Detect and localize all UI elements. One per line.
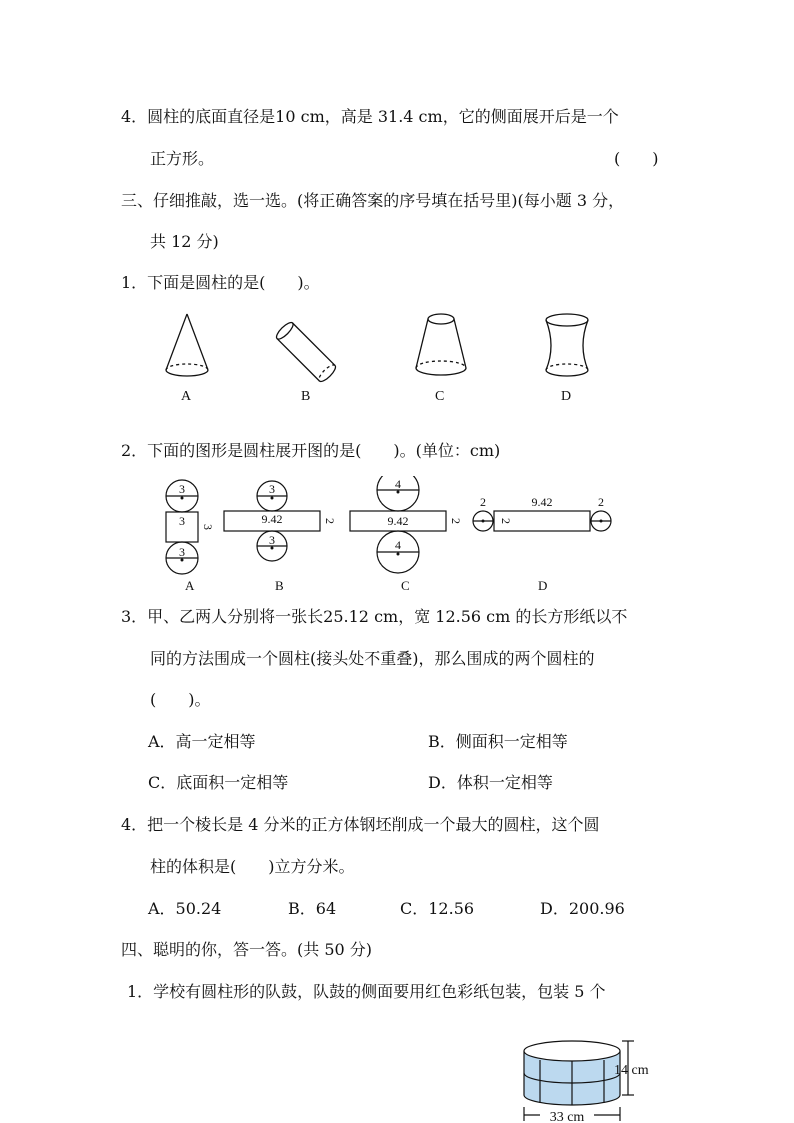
- net-c-bottom-circle-label: 4: [395, 538, 401, 552]
- q3-option-b: B．侧面积一定相等: [428, 732, 568, 751]
- q4-option-c: C．12.56: [400, 899, 475, 918]
- q2-option-b-label: B: [275, 578, 284, 593]
- q1-option-a-label: A: [181, 389, 192, 404]
- net-a-bottom-circle-label: 3: [179, 545, 185, 559]
- net-c-top-circle-label: 4: [395, 477, 401, 491]
- q2-option-d-label: D: [538, 578, 548, 593]
- net-b-rect-label: 9.42: [261, 512, 283, 526]
- net-b-top-circle-label: 3: [269, 482, 275, 496]
- net-b-bottom-circle-label: 3: [269, 533, 275, 547]
- q2-stem: 2．下面的图形是圆柱展开图的是( )。(单位：cm): [121, 441, 501, 460]
- net-c-rect-label: 9.42: [387, 514, 409, 528]
- q3-option-c: C．底面积一定相等: [148, 773, 289, 792]
- concave-cylinder-shape: [546, 314, 588, 376]
- q4-option-b: B．64: [288, 899, 337, 918]
- tilted-cylinder-shape: [274, 320, 338, 384]
- judge-q4-answer-bracket: ( ): [614, 149, 659, 168]
- judge-q4-line2: 正方形。: [150, 149, 215, 168]
- net-a-side-label: 3: [201, 524, 215, 530]
- drum-height-label: 14 cm: [614, 1063, 649, 1078]
- q4-option-a: A．50.24: [148, 899, 222, 918]
- q2-option-c-label: C: [401, 578, 410, 593]
- section3-heading-line1: 三、仔细推敲，选一选。(将正确答案的序号填在括号里)(每小题 3 分，: [121, 191, 625, 210]
- drum-figure: [510, 1033, 680, 1123]
- q1-option-c-label: C: [435, 389, 445, 404]
- drum-diameter-label: 33 cm: [549, 1110, 585, 1123]
- net-a-top-circle-label: 3: [179, 482, 185, 496]
- q1-option-b-label: B: [301, 389, 311, 404]
- net-c-side-label: 2: [449, 518, 463, 524]
- net-d-left-circle-label: 2: [480, 495, 486, 509]
- q4-option-d: D．200.96: [540, 899, 625, 918]
- section3-heading-line2: 共 12 分): [150, 232, 219, 251]
- cone-shape: [166, 314, 208, 376]
- q4-line1: 4．把一个棱长是 4 分米的正方体钢坯削成一个最大的圆柱，这个圆: [121, 815, 600, 834]
- q3-option-a: A．高一定相等: [148, 732, 256, 751]
- q1-shapes-figure: [0, 308, 794, 408]
- net-a-rect-label: 3: [179, 514, 185, 528]
- net-d-shape: [473, 511, 611, 531]
- q1-stem: 1．下面是圆柱的是( )。: [121, 273, 320, 292]
- section4-q1-line1: 1．学校有圆柱形的队鼓，队鼓的侧面要用红色彩纸包装，包装 5 个: [127, 982, 606, 1001]
- net-d-top-label: 9.42: [531, 495, 553, 509]
- frustum-shape: [416, 314, 466, 375]
- q4-line2: 柱的体积是( )立方分米。: [150, 857, 355, 876]
- q3-line3: ( )。: [150, 690, 211, 709]
- net-b-side-label: 2: [323, 518, 337, 524]
- q3-option-d: D．体积一定相等: [428, 773, 553, 792]
- q1-option-d-label: D: [561, 389, 572, 404]
- judge-q4-line1: 4．圆柱的底面直径是10 cm，高是 31.4 cm，它的侧面展开后是一个: [121, 107, 619, 126]
- q2-nets-figure: [0, 476, 794, 576]
- q3-line1: 3．甲、乙两人分别将一张长25.12 cm，宽 12.56 cm 的长方形纸以不: [121, 607, 628, 626]
- section4-heading: 四、聪明的你，答一答。(共 50 分): [121, 940, 373, 959]
- net-d-rect-side-label: 2: [499, 518, 513, 524]
- net-d-right-circle-label: 2: [598, 495, 604, 509]
- q2-option-a-label: A: [185, 578, 195, 593]
- q3-line2: 同的方法围成一个圆柱(接头处不重叠)，那么围成的两个圆柱的: [150, 649, 595, 668]
